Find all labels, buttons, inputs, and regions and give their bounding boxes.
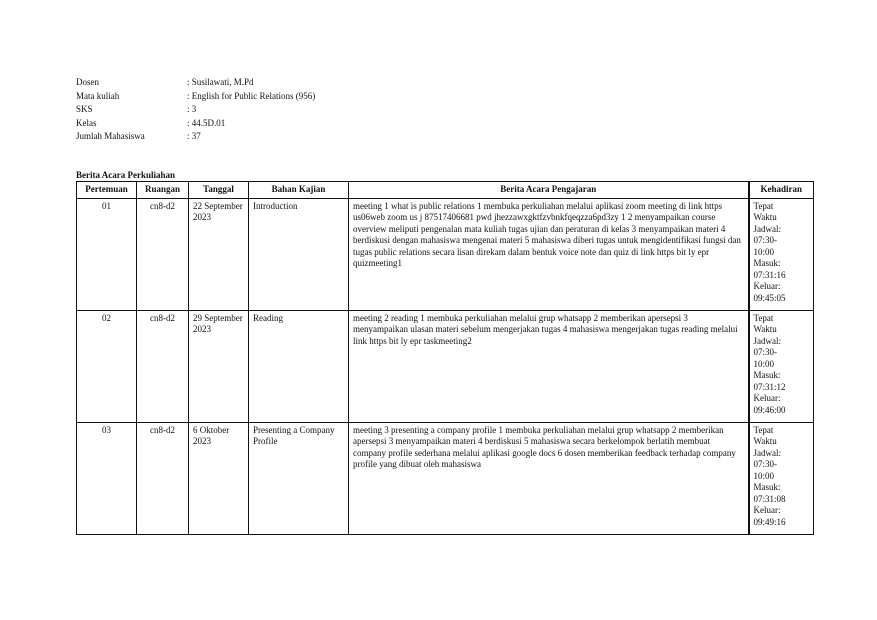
table-row — [77, 198, 814, 310]
meta-label: Dosen — [76, 77, 99, 87]
cell-bahan-kajian: Presenting a Company Profile — [249, 422, 349, 534]
header-kehadiran: Kehadiran — [749, 182, 814, 199]
cell-bahan-kajian: Introduction — [249, 198, 349, 310]
cell-pertemuan: 01 — [77, 198, 137, 310]
meta-jumlah-mahasiswa — [76, 130, 315, 144]
meta-label: Kelas — [76, 117, 97, 128]
meta-kelas — [76, 117, 315, 131]
cell-berita-acara: meeting 2 reading 1 membuka perkuliahan melalui grup whatsapp 2 memberikan apersepsi 3 menyampaikan ulasan materi sebelum mengerjakan tugas 4 mahasiswa mengerjakan tugas reading melalui link https bit ly epr taskmeeting2 — [349, 310, 749, 422]
meta-matakuliah — [76, 90, 315, 104]
cell-berita-acara: meeting 1 what is public relations 1 membuka perkuliahan melalui aplikasi zoom meeting di link https us06web zoom us j 87517406681 pwd jhezzawxgktfzvbnkfqeqzza6pd3zy 1 2 menyampaikan course overview meliputi pengenalan mata kuliah tugas ujian dan peraturan di kelas 3 menyampaikan materi 4 berdiskusi dengan mahasiswa mengenai materi 5 mahasiswa diberi tugas untuk mengidentifikasi fungsi dan tugas public relations secara lisan direkam dalam bentuk voice note dan quiz di link https bit ly epr quizmeeting1 — [349, 198, 749, 310]
table-row — [77, 422, 814, 534]
cell-kehadiran: Tepat Waktu Jadwal: 07:30- 10:00 Masuk: 07:31:08 Keluar: 09:49:16 — [749, 422, 814, 534]
meta-label: SKS — [76, 104, 93, 114]
header-bahan-kajian: Bahan Kajian — [249, 182, 349, 199]
header-tanggal: Tanggal — [189, 182, 249, 199]
cell-tanggal: 29 September 2023 — [189, 310, 249, 422]
course-meta — [76, 76, 315, 144]
meta-value: : 3 — [187, 104, 197, 114]
cell-tanggal: 22 September 2023 — [189, 198, 249, 310]
berita-acara-table — [76, 181, 814, 535]
meta-sks — [76, 103, 315, 117]
cell-pertemuan: 03 — [77, 422, 137, 534]
header-pertemuan: Pertemuan — [77, 182, 137, 199]
cell-tanggal: 6 Oktober 2023 — [189, 422, 249, 534]
cell-ruangan: cn8-d2 — [137, 422, 189, 534]
table-row — [77, 310, 814, 422]
table-header-row — [77, 182, 814, 199]
meta-value: : 37 — [187, 131, 201, 141]
header-berita-acara: Berita Acara Pengajaran — [349, 182, 749, 199]
header-ruangan: Ruangan — [137, 182, 189, 199]
meta-label: Jumlah Mahasiswa — [76, 131, 145, 141]
cell-berita-acara: meeting 3 presenting a company profile 1 membuka perkuliahan melalui grup whatsapp 2 memberikan apersepsi 3 menyampaikan materi 4 berdiskusi 5 mahasiswa secara berkelompok berlatih membuat company profile sederhana melalui aplikasi google docs 6 dosen memberikan feedback terhadap company profile yang dibuat oleh mahasiswa — [349, 422, 749, 534]
meta-value: : Susilawati, M.Pd — [187, 77, 254, 87]
meta-label: Mata kuliah — [76, 90, 120, 101]
cell-kehadiran: Tepat Waktu Jadwal: 07:30- 10:00 Masuk: 07:31:12 Keluar: 09:46:00 — [749, 310, 814, 422]
cell-pertemuan: 02 — [77, 310, 137, 422]
meta-value: : 44.5D.01 — [187, 117, 226, 128]
section-title: Berita Acara Perkuliahan — [76, 170, 175, 180]
meta-value: : English for Public Relations (956) — [187, 90, 316, 101]
cell-ruangan: cn8-d2 — [137, 198, 189, 310]
cell-bahan-kajian: Reading — [249, 310, 349, 422]
cell-kehadiran: Tepat Waktu Jadwal: 07:30- 10:00 Masuk: 07:31:16 Keluar: 09:45:05 — [749, 198, 814, 310]
cell-ruangan: cn8-d2 — [137, 310, 189, 422]
meta-dosen — [76, 76, 315, 90]
